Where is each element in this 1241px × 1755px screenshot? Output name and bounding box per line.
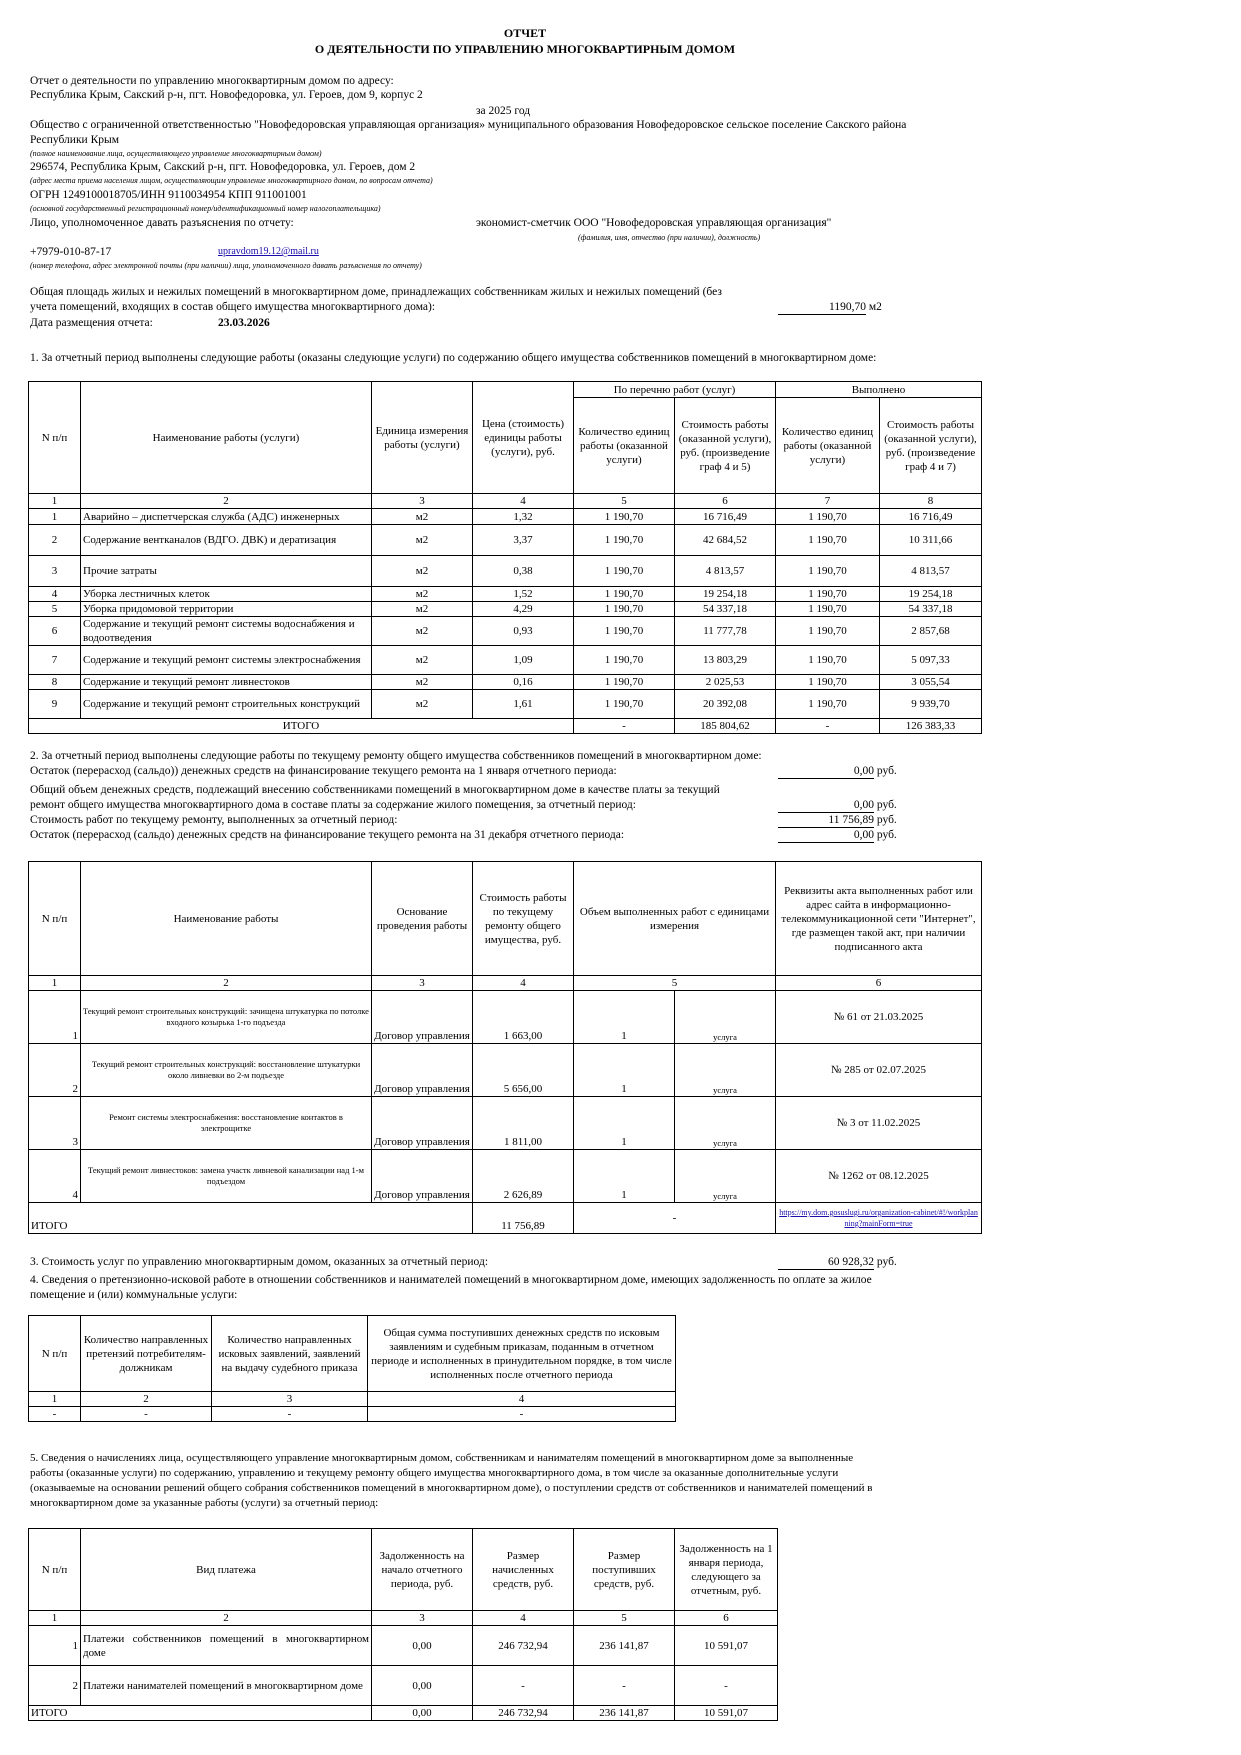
gis-gkh-link[interactable]: https://my.dom.gosuslugi.ru/organization-cabinet/#!/workplanning?mainForm=true — [779, 1208, 978, 1228]
row-unit: услуга — [675, 1044, 776, 1097]
row-act: № 285 от 02.07.2025 — [776, 1044, 982, 1097]
org-note: (полное наименование лица, осуществляющего управление многоквартирным домом) — [30, 149, 322, 158]
row-qty-plan: 1 190,70 — [574, 509, 675, 525]
col-number: 8 — [880, 494, 982, 509]
table-row — [29, 991, 982, 1044]
col-header-lawsuits: Количество направленных исковых заявлений, заявлений на выдачу судебного приказа — [212, 1316, 368, 1392]
col-header-n: N п/п — [29, 862, 81, 976]
row-qty-plan: 1 190,70 — [574, 675, 675, 690]
row-cost-done: 3 055,54 — [880, 675, 982, 690]
report-title: ОТЧЕТ — [503, 26, 547, 40]
col-number: 4 — [473, 976, 574, 991]
currency-label: руб. — [876, 814, 897, 826]
row-price: 0,38 — [473, 556, 574, 587]
table-row — [29, 1044, 982, 1097]
row-price: 4,29 — [473, 602, 574, 617]
section5-heading: 5. Сведения о начислениях лица, осуществляющего управление многоквартирным домом, собственникам и нанимателям помещений в многоквартирном доме за выполненные — [30, 1452, 854, 1464]
row-cost-plan: 19 254,18 — [675, 587, 776, 602]
row-price: 1,61 — [473, 690, 574, 719]
row-qty-done: 1 190,70 — [776, 587, 880, 602]
row-qty-done: 1 190,70 — [776, 617, 880, 646]
table-row — [29, 1097, 982, 1150]
row-qty-plan: 1 190,70 — [574, 690, 675, 719]
col-number: 3 — [212, 1392, 368, 1407]
total-qty-done: - — [776, 719, 880, 734]
row-act: № 1262 от 08.12.2025 — [776, 1150, 982, 1203]
col-header-debt-start: Задолженность на начало отчетного периода, руб. — [372, 1529, 473, 1611]
row-unit: м2 — [372, 587, 473, 602]
row-debt-end: - — [675, 1666, 778, 1706]
total-debt-start: 0,00 — [372, 1706, 473, 1721]
row-cost-done: 54 337,18 — [880, 602, 982, 617]
row-qty-plan: 1 190,70 — [574, 617, 675, 646]
row-price: 0,93 — [473, 617, 574, 646]
row-qty-done: 1 190,70 — [776, 602, 880, 617]
table-row — [29, 1626, 778, 1666]
row-charged: 246 732,94 — [473, 1626, 574, 1666]
row-price: 1,09 — [473, 646, 574, 675]
repair-cost-field — [778, 813, 897, 828]
area-text: Общая площадь жилых и нежилых помещений в многоквартирном доме, принадлежащих собственникам жилых и нежилых помещений (без — [30, 286, 722, 298]
row-received: 236 141,87 — [574, 1626, 675, 1666]
total-cost: 11 756,89 — [473, 1203, 574, 1234]
row-cost-plan: 13 803,29 — [675, 646, 776, 675]
row-price: 1,32 — [473, 509, 574, 525]
section5-heading-4: многоквартирном доме за указанные работы (услуги) за отчетный период: — [30, 1497, 379, 1509]
balance-end-value: 0,00 — [778, 828, 874, 843]
row-number: 6 — [29, 617, 81, 646]
row-unit: м2 — [372, 602, 473, 617]
row-qty-plan: 1 190,70 — [574, 556, 675, 587]
row-number: 5 — [29, 602, 81, 617]
row-qty: 1 — [574, 1150, 675, 1203]
row-cost-plan: 11 777,78 — [675, 617, 776, 646]
table-row — [29, 602, 982, 617]
row-unit: м2 — [372, 556, 473, 587]
col-number: 6 — [776, 976, 982, 991]
row-price: 3,37 — [473, 525, 574, 556]
col-number: 7 — [776, 494, 880, 509]
row-name: Содержание и текущий ремонт системы водоснабжения и водоотведения — [81, 617, 372, 646]
table-row — [29, 1666, 778, 1706]
table-total-row — [29, 719, 982, 734]
row-name: Текущий ремонт строительных конструкций: зачищена штукатурка по потолке входного козырька 1-го подъезда — [81, 991, 372, 1044]
col-header-claims: Количество направленных претензий потребителям-должникам — [81, 1316, 212, 1392]
ogrn-note: (основной государственный регистрационный номер/идентификационный номер налогоплательщика) — [30, 204, 381, 213]
table-row — [29, 509, 982, 525]
row-name: Содержание и текущий ремонт строительных конструкций — [81, 690, 372, 719]
row-qty-done: 1 190,70 — [776, 556, 880, 587]
row-number: 3 — [29, 1097, 81, 1150]
col-number: 4 — [473, 494, 574, 509]
col-number: 4 — [473, 1611, 574, 1626]
row-qty: 1 — [574, 991, 675, 1044]
table-row — [29, 1407, 676, 1422]
balance-start-value: 0,00 — [778, 764, 874, 779]
balance-end-label: Остаток (перерасход (сальдо) денежных средств на финансирование текущего ремонта на 31 декабря отчетного периода: — [30, 829, 625, 841]
row-cost: 5 656,00 — [473, 1044, 574, 1097]
total-qty: - — [574, 1203, 776, 1234]
row-name: Уборка лестничных клеток — [81, 587, 372, 602]
row-unit: м2 — [372, 690, 473, 719]
due-value: 0,00 — [778, 798, 874, 813]
row-received: - — [574, 1666, 675, 1706]
col-number: 2 — [81, 1611, 372, 1626]
contact-note: (номер телефона, адрес электронной почты (при наличии) лица, уполномоченного давать разъяснения по отчету) — [30, 261, 422, 270]
repair-table — [28, 861, 982, 1234]
row-number: 2 — [29, 1666, 81, 1706]
row-act: № 61 от 21.03.2025 — [776, 991, 982, 1044]
col-header-n: N п/п — [29, 1529, 81, 1611]
row-number: 1 — [29, 991, 81, 1044]
row-charged: - — [473, 1666, 574, 1706]
row-unit: м2 — [372, 675, 473, 690]
row-cost: 1 663,00 — [473, 991, 574, 1044]
row-cost: 1 811,00 — [473, 1097, 574, 1150]
report-subtitle: О ДЕЯТЕЛЬНОСТИ ПО УПРАВЛЕНИЮ МНОГОКВАРТИРНЫМ ДОМОМ — [314, 42, 736, 56]
contact-phone: +7979-010-87-17 — [30, 246, 112, 258]
row-qty-done: 1 190,70 — [776, 525, 880, 556]
col-number: 6 — [675, 494, 776, 509]
table-row — [29, 556, 982, 587]
col-number: 3 — [372, 976, 473, 991]
row-number: 3 — [29, 556, 81, 587]
col-header-payment-type: Вид платежа — [81, 1529, 372, 1611]
section2-heading: 2. За отчетный период выполнены следующие работы по текущему ремонту общего имущества собственников помещений в многоквартирном доме: — [30, 750, 762, 762]
col-header-cost: Стоимость работы по текущему ремонту общего имущества, руб. — [473, 862, 574, 976]
row-number: 1 — [29, 1626, 81, 1666]
row-cost-plan: 16 716,49 — [675, 509, 776, 525]
row-cell: - — [368, 1407, 676, 1422]
row-price: 0,16 — [473, 675, 574, 690]
col-header-n: N п/п — [29, 1316, 81, 1392]
row-cost-done: 2 857,68 — [880, 617, 982, 646]
row-unit: м2 — [372, 509, 473, 525]
row-basis: Договор управления — [372, 1097, 473, 1150]
total-charged: 246 732,94 — [473, 1706, 574, 1721]
col-header-cost-plan: Стоимость работы (оказанной услуги), руб. (произведение граф 4 и 5) — [675, 398, 776, 494]
row-qty: 1 — [574, 1097, 675, 1150]
table-row — [29, 690, 982, 719]
col-number: 1 — [29, 1392, 81, 1407]
currency-label: руб. — [876, 829, 897, 841]
row-cost-plan: 42 684,52 — [675, 525, 776, 556]
row-name: Платежи собственников помещений в многоквартирном доме — [81, 1626, 372, 1666]
reception-address: 296574, Республика Крым, Сакский р-н, пгт. Новофедоровка, ул. Героев, дом 2 — [30, 161, 416, 173]
total-label: ИТОГО — [29, 1203, 473, 1234]
management-cost-field — [778, 1255, 897, 1270]
row-cost-plan: 54 337,18 — [675, 602, 776, 617]
row-qty-done: 1 190,70 — [776, 509, 880, 525]
col-number: 5 — [574, 1611, 675, 1626]
row-number: 9 — [29, 690, 81, 719]
col-header-act: Реквизиты акта выполненных работ или адрес сайта в информационно-телекоммуникационной сети "Интернет", где размещен такой акт, при наличии подписанного акта — [776, 862, 982, 976]
row-cost-done: 5 097,33 — [880, 646, 982, 675]
group-header-done: Выполнено — [776, 382, 982, 398]
row-unit: м2 — [372, 646, 473, 675]
due-label: Общий объем денежных средств, подлежащий внесению собственниками помещений в многоквартирном доме в качестве платы за текущий — [30, 784, 720, 796]
row-debt-start: 0,00 — [372, 1626, 473, 1666]
col-number: 5 — [574, 494, 675, 509]
col-header-unit: Единица измерения работы (услуги) — [372, 382, 473, 494]
col-header-charged: Размер начисленных средств, руб. — [473, 1529, 574, 1611]
col-header-cost-done: Стоимость работы (оказанной услуги), руб. (произведение граф 4 и 7) — [880, 398, 982, 494]
balance-start-field — [778, 764, 897, 779]
currency-label: руб. — [876, 765, 897, 777]
total-act-cell — [776, 1203, 982, 1234]
row-number: 2 — [29, 525, 81, 556]
row-cost-done: 16 716,49 — [880, 509, 982, 525]
row-unit: услуга — [675, 1150, 776, 1203]
section4-heading: 4. Сведения о претензионно-исковой работе в отношении собственников и нанимателей помещений в многоквартирном доме, имеющих задолженность по оплате за жилое — [30, 1274, 872, 1286]
row-number: 1 — [29, 509, 81, 525]
col-header-received: Размер поступивших средств, руб. — [574, 1529, 675, 1611]
row-debt-end: 10 591,07 — [675, 1626, 778, 1666]
col-number: 4 — [368, 1392, 676, 1407]
table-total-row — [29, 1706, 778, 1721]
row-cost-done: 9 939,70 — [880, 690, 982, 719]
contact-email-link[interactable]: upravdom19.12@mail.ru — [218, 246, 319, 257]
row-qty-plan: 1 190,70 — [574, 587, 675, 602]
total-label: ИТОГО — [29, 1706, 372, 1721]
col-number: 1 — [29, 976, 81, 991]
date-value: 23.03.2026 — [218, 317, 270, 329]
row-cost-done: 10 311,66 — [880, 525, 982, 556]
reception-note: (адрес места приема населения лицом, осуществляющим управление многоквартирного домом, по вопросам отчета) — [30, 176, 433, 185]
group-header-plan: По перечню работ (услуг) — [574, 382, 776, 398]
org-name: Общество с ограниченной ответственностью "Новофедоровская управляющая организация» муниципального образования Новофедоровское сельское поселение Сакского района — [30, 119, 907, 131]
area-unit: м2 — [868, 301, 882, 313]
row-cell: - — [81, 1407, 212, 1422]
currency-label: руб. — [876, 799, 897, 811]
area-value-field — [778, 300, 882, 315]
repair-cost-label: Стоимость работ по текущему ремонту, выполненных за отчетный период: — [30, 814, 398, 826]
row-cost-done: 19 254,18 — [880, 587, 982, 602]
address-label: Отчет о деятельности по управлению многоквартирным домом по адресу: — [30, 75, 394, 87]
col-number: 3 — [372, 1611, 473, 1626]
row-cell: - — [29, 1407, 81, 1422]
table-total-row — [29, 1203, 982, 1234]
table-row — [29, 587, 982, 602]
col-number: 2 — [81, 976, 372, 991]
row-name: Содержание и текущий ремонт ливнестоков — [81, 675, 372, 690]
row-unit: м2 — [372, 525, 473, 556]
row-number: 4 — [29, 1150, 81, 1203]
row-cost: 2 626,89 — [473, 1150, 574, 1203]
col-header-qty-plan: Количество единиц работы (оказанной услуги) — [574, 398, 675, 494]
date-label: Дата размещения отчета: — [30, 317, 153, 329]
row-cost-plan: 20 392,08 — [675, 690, 776, 719]
table-row — [29, 617, 982, 646]
col-number: 5 — [574, 976, 776, 991]
col-header-recovered: Общая сумма поступивших денежных средств по исковым заявлениям и судебным приказам, поданным в отчетном периоде и исполненных в принудительном порядке, в том числе исполненных после отчетного периода — [368, 1316, 676, 1392]
responsible-note: (фамилия, имя, отчество (при наличии), должность) — [578, 233, 761, 242]
row-act: № 3 от 11.02.2025 — [776, 1097, 982, 1150]
row-qty-done: 1 190,70 — [776, 675, 880, 690]
ogrn-inn: ОГРН 1249100018705/ИНН 9110034954 КПП 911001001 — [30, 189, 307, 201]
col-header-name: Наименование работы — [81, 862, 372, 976]
total-debt-end: 10 591,07 — [675, 1706, 778, 1721]
row-cost-done: 4 813,57 — [880, 556, 982, 587]
col-header-debt-end: Задолженность на 1 января периода, следующего за отчетным, руб. — [675, 1529, 778, 1611]
section5-heading-3: (оказываемые на основании решений общего собрания собственников помещений в многоквартирном доме), о поступлении средств от собственников и нанимателей помещений в — [30, 1482, 873, 1494]
total-label: ИТОГО — [29, 719, 574, 734]
org-name-cont: Республики Крым — [30, 134, 119, 146]
row-basis: Договор управления — [372, 991, 473, 1044]
management-cost-value: 60 928,32 — [778, 1255, 874, 1270]
section3-label: 3. Стоимость услуг по управлению многоквартирным домом, оказанных за отчетный период: — [30, 1256, 489, 1268]
building-address: Республика Крым, Сакский р-н, пгт. Новофедоровка, ул. Героев, дом 9, корпус 2 — [30, 89, 423, 101]
currency-label: руб. — [876, 1256, 897, 1268]
col-number: 2 — [81, 1392, 212, 1407]
area-text-cont: учета помещений, входящих в состав общего имущества многоквартирного дома): — [30, 301, 436, 313]
claims-table — [28, 1315, 676, 1422]
table-row — [29, 525, 982, 556]
row-number: 7 — [29, 646, 81, 675]
due-field — [778, 798, 897, 813]
row-name: Уборка придомовой территории — [81, 602, 372, 617]
col-number: 1 — [29, 494, 81, 509]
row-unit: услуга — [675, 991, 776, 1044]
row-qty: 1 — [574, 1044, 675, 1097]
row-unit: м2 — [372, 617, 473, 646]
row-number: 2 — [29, 1044, 81, 1097]
total-cost-plan: 185 804,62 — [675, 719, 776, 734]
col-header-name: Наименование работы (услуги) — [81, 382, 372, 494]
row-debt-start: 0,00 — [372, 1666, 473, 1706]
due-label-cont: ремонт общего имущества многоквартирного дома в составе платы за содержание жилого помещения, за отчетный период: — [30, 799, 636, 811]
row-number: 4 — [29, 587, 81, 602]
col-number: 3 — [372, 494, 473, 509]
maintenance-table — [28, 381, 982, 734]
row-name: Прочие затраты — [81, 556, 372, 587]
row-name: Содержание и текущий ремонт системы электроснабжения — [81, 646, 372, 675]
row-cost-plan: 4 813,57 — [675, 556, 776, 587]
col-header-volume: Объем выполненных работ с единицами измерения — [574, 862, 776, 976]
section4-heading-cont: помещение и (или) коммунальные услуги: — [30, 1289, 238, 1301]
repair-cost-value: 11 756,89 — [778, 813, 874, 828]
row-qty-plan: 1 190,70 — [574, 525, 675, 556]
total-qty-plan: - — [574, 719, 675, 734]
report-period: за 2025 год — [476, 105, 531, 117]
row-qty-done: 1 190,70 — [776, 646, 880, 675]
row-qty-plan: 1 190,70 — [574, 602, 675, 617]
row-name: Платежи нанимателей помещений в многоквартирном доме — [81, 1666, 372, 1706]
table-row — [29, 675, 982, 690]
col-header-qty-done: Количество единиц работы (оказанной услуги) — [776, 398, 880, 494]
balance-start-label: Остаток (перерасход (сальдо)) денежных средств на финансирование текущего ремонта на 1 января отчетного периода: — [30, 765, 617, 777]
balance-end-field — [778, 828, 897, 843]
row-number: 8 — [29, 675, 81, 690]
row-unit: услуга — [675, 1097, 776, 1150]
total-cost-done: 126 383,33 — [880, 719, 982, 734]
row-name: Аварийно – диспетчерская служба (АДС) инженерных — [81, 509, 372, 525]
row-name: Текущий ремонт строительных конструкций: восстановление штукатурки около ливневки во 2-м подъезде — [81, 1044, 372, 1097]
row-qty-done: 1 190,70 — [776, 690, 880, 719]
area-value: 1190,70 — [778, 300, 866, 315]
row-name: Содержание вентканалов (ВДГО. ДВК) и дератизация — [81, 525, 372, 556]
row-cell: - — [212, 1407, 368, 1422]
table-row — [29, 1150, 982, 1203]
responsible-label: Лицо, уполномоченное давать разъяснения по отчету: — [30, 217, 294, 229]
col-number: 6 — [675, 1611, 778, 1626]
row-basis: Договор управления — [372, 1044, 473, 1097]
payments-table — [28, 1528, 778, 1721]
col-number: 1 — [29, 1611, 81, 1626]
section5-heading-2: работы (оказанные услуги) по содержанию, управлению и текущему ремонту общего имущества многоквартирного дома, в том числе за оказанные дополнительные услуги — [30, 1467, 839, 1479]
table-row — [29, 646, 982, 675]
col-number: 2 — [81, 494, 372, 509]
row-name: Ремонт системы электроснабжения: восстановление контактов в электрощитке — [81, 1097, 372, 1150]
row-name: Текущий ремонт ливнестоков: замена участк ливневой канализации над 1-м подъездом — [81, 1150, 372, 1203]
row-qty-plan: 1 190,70 — [574, 646, 675, 675]
col-header-price: Цена (стоимость) единицы работы (услуги), руб. — [473, 382, 574, 494]
col-header-n: N п/п — [29, 382, 81, 494]
row-price: 1,52 — [473, 587, 574, 602]
col-header-basis: Основание проведения работы — [372, 862, 473, 976]
responsible-value: экономист-сметчик ООО "Новофедоровская управляющая организация" — [476, 217, 832, 229]
total-received: 236 141,87 — [574, 1706, 675, 1721]
row-cost-plan: 2 025,53 — [675, 675, 776, 690]
section1-heading: 1. За отчетный период выполнены следующие работы (оказаны следующие услуги) по содержанию общего имущества собственников помещений в многоквартирном доме: — [30, 352, 877, 364]
row-basis: Договор управления — [372, 1150, 473, 1203]
